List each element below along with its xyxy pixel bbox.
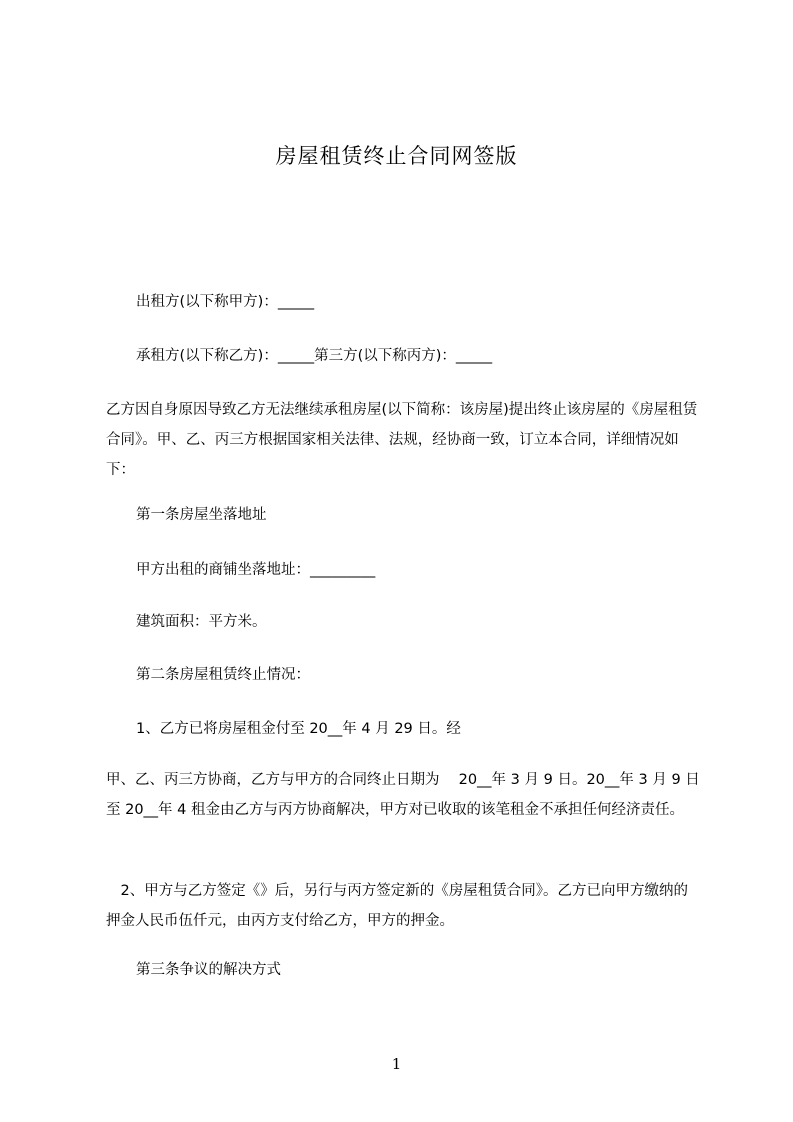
article-3-title: 第三条争议的解决方式 [136,962,281,978]
area-line: 建筑面积：平方米。 [136,614,267,630]
item-1-line: 1、乙方已将房屋租金付至 20__年 4 月 29 日。经 [136,721,461,737]
lessee-line: 承租方(以下称乙方)：_____第三方(以下称丙方)：_____ [136,348,493,364]
item-2-paragraph: 2、甲方与乙方签定《》后，另行与丙方签定新的《房屋租赁合同》。乙方已向甲方缴纳的押金人民币伍仟元，由丙方支付给乙方，甲方的押金。 [106,883,688,929]
page-number: 1 [391,1055,402,1073]
article-1-title: 第一条房屋坐落地址 [136,507,267,523]
document-title: 房屋租赁终止合同网签版 [275,144,518,168]
article-2-title: 第二条房屋租赁终止情况： [136,667,310,683]
item-1-paragraph: 甲、乙、丙三方协商，乙方与甲方的合同终止日期为 20__年 3 月 9 日。20__年 3 月 9 日至 20__年 4 租金由乙方与丙方协商解决，甲方对已收取的该笔租金不承担任何经济责任。 [106,772,700,818]
intro-paragraph: 乙方因自身原因导致乙方无法继续承租房屋(以下简称：该房屋)提出终止该房屋的《房屋租赁合同》。甲、乙、丙三方根据国家相关法律、法规，经协商一致，订立本合同，详细情况如下： [106,402,698,478]
address-line: 甲方出租的商铺坐落地址：_________ [136,562,376,578]
lessor-line: 出租方(以下称甲方)：_____ [136,294,315,310]
